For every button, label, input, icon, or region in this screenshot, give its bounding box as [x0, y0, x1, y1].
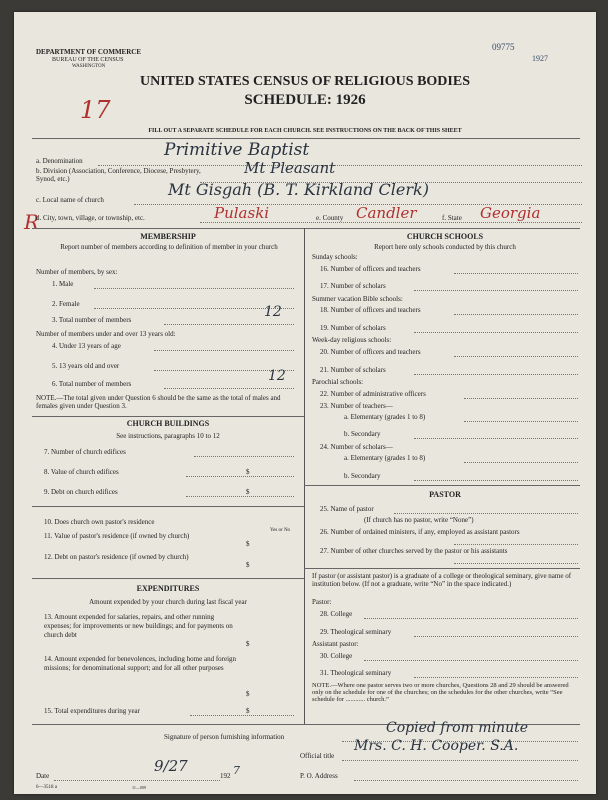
q11-dollar: $ [246, 540, 250, 548]
q17-label: 17. Number of scholars [320, 282, 386, 290]
q23a-label: a. Elementary (grades 1 to 8) [344, 413, 426, 421]
q7-label: 7. Number of church edifices [44, 448, 126, 456]
q15-label: 15. Total expenditures during year [44, 707, 140, 715]
schools-sub: Report here only schools conducted by this church [374, 243, 516, 251]
q14-dollar: $ [246, 690, 250, 698]
summer-label: Summer vacation Bible schools: [312, 295, 403, 303]
q5-label: 5. 13 years old and over [52, 362, 120, 370]
date-year-print: 192 [220, 772, 231, 780]
pastor-title: PASTOR [429, 490, 461, 499]
buildings-title: CHURCH BUILDINGS [126, 419, 210, 428]
q23b-label: b. Secondary [344, 430, 381, 438]
q13-label: 13. Amount expended for salaries, repairs, and other running expenses; for improvements or new buildings; and for payments on church debt [44, 613, 233, 639]
q8-dollar: $ [246, 468, 250, 476]
membership-intro: Report number of members according to definition of member in your church [60, 243, 278, 251]
q25-label: 25. Name of pastor [320, 505, 374, 513]
q13-dollar: $ [246, 640, 250, 648]
q29-label: 29. Theological seminary [320, 628, 392, 636]
q6-value: 12 [268, 368, 286, 384]
q23-label: 23. Number of teachers— [320, 402, 393, 410]
q8-label: 8. Value of church edifices [44, 468, 119, 476]
dept-label: DEPARTMENT OF COMMERCE [36, 48, 142, 56]
q31-label: 31. Theological seminary [320, 669, 392, 677]
local-name-label: c. Local name of church [36, 196, 104, 204]
print-number: 11—009 [132, 785, 146, 790]
signature-label: Signature of person furnishing information [164, 733, 285, 741]
county-label: e. County [316, 214, 344, 222]
q6-label: 6. Total number of members [52, 380, 132, 388]
q22-label: 22. Number of administrative officers [320, 390, 426, 398]
q9-dollar: $ [246, 488, 250, 496]
q18-label: 18. Number of officers and teachers [320, 306, 421, 314]
q3-value: 12 [264, 304, 282, 320]
city-town-label: d. City, town, village, or township, etc. [36, 214, 145, 222]
margin-letter: R [24, 210, 40, 234]
q10-label: 10. Does church own pastor's residence [44, 518, 155, 526]
parochial-label: Parochial schools: [312, 378, 364, 386]
local-name-value: Mt Gisgah (B. T. Kirkland Clerk) [168, 180, 429, 199]
asst-pastor-label: Assistant pastor: [312, 640, 359, 648]
q12-label: 12. Debt on pastor's residence (if owned by church) [44, 553, 189, 561]
expenditures-title: EXPENDITURES [136, 584, 200, 593]
pastor-note: NOTE.—Where one pastor serves two or more churches, Questions 28 and 29 should be answered only on the schedule for one of the churches; on the schedules for the other churches, write “See schedule for ............ church.” [312, 682, 569, 703]
q12-dollar: $ [246, 561, 250, 569]
bureau-label: BUREAU OF THE CENSUS [52, 57, 124, 63]
q24b-label: b. Secondary [344, 472, 381, 480]
state-value: Georgia [480, 204, 541, 222]
q3-label: 3. Total number of members [52, 316, 132, 324]
form-number: 6—3518 a [36, 785, 57, 790]
denomination-value: Primitive Baptist [164, 140, 310, 160]
membership-note: NOTE.—The total given under Question 6 should be the same as the total of males and females given under Question 3. [36, 394, 281, 410]
state-label: f. State [442, 214, 462, 222]
schools-title: CHURCH SCHOOLS [406, 232, 484, 241]
date-value: 9/27 [154, 757, 188, 775]
census-form [14, 12, 596, 794]
q9-label: 9. Debt on church edifices [44, 488, 118, 496]
q24a-label: a. Elementary (grades 1 to 8) [344, 454, 426, 462]
q30-label: 30. College [320, 652, 353, 660]
buildings-sub: See instructions, paragraphs 10 to 12 [116, 432, 220, 440]
county-value: Candler [356, 204, 417, 222]
form-title: UNITED STATES CENSUS OF RELIGIOUS BODIES [139, 74, 470, 89]
by-sex-label: Number of members, by sex: [36, 268, 118, 276]
po-address-label: P. O. Address [300, 772, 338, 780]
grad-note: If pastor (or assistant pastor) is a graduate of a college or theological seminary, give name of institution below. (If not a graduate, write “No” in the space indicated.) [312, 572, 572, 588]
q21-label: 21. Number of scholars [320, 366, 386, 374]
denomination-label: a. Denomination [36, 157, 83, 165]
q16-label: 16. Number of officers and teachers [320, 265, 421, 273]
q25-note: (If church has no pastor, write “None”) [364, 516, 474, 524]
q19-label: 19. Number of scholars [320, 324, 386, 332]
year-stamp: 1927 [532, 54, 548, 63]
expenditures-sub: Amount expended by your church during last fiscal year [89, 598, 247, 606]
q20-label: 20. Number of officers and teachers [320, 348, 421, 356]
weekday-label: Week-day religious schools: [312, 336, 392, 344]
form-subtitle: SCHEDULE: 1926 [244, 92, 366, 108]
q28-label: 28. College [320, 610, 353, 618]
date-year-handwritten: 7 [233, 764, 240, 777]
division-value: Mt Pleasant [244, 159, 336, 177]
serial-number: 09775 [492, 42, 515, 52]
fill-instruction: FILL OUT A SEPARATE SCHEDULE FOR EACH CHURCH. SEE INSTRUCTIONS ON THE BACK OF THIS SHEET [148, 128, 462, 134]
date-label: Date [36, 772, 50, 780]
q24-label: 24. Number of scholars— [320, 443, 393, 451]
signature-value: Copied from minute [386, 720, 529, 736]
official-title-label: Official title [300, 752, 335, 760]
q26-label: 26. Number of ordained ministers, if any, employed as assistant pastors [320, 528, 520, 536]
by-age-label: Number of members under and over 13 years old: [36, 330, 176, 338]
q14-label: 14. Amount expended for benevolences, including home and foreign missions; for denominational support; and for all other purposes [44, 655, 237, 672]
q4-label: 4. Under 13 years of age [52, 342, 121, 350]
q1-label: 1. Male [52, 280, 74, 288]
city-label: WASHINGTON [72, 64, 106, 69]
q11-label: 11. Value of pastor's residence (if owned by church) [44, 532, 190, 540]
division-label: b. Division (Association, Conference, Diocese, Presbytery, Synod, etc.) [36, 167, 201, 183]
pastor-sub-label: Pastor: [312, 598, 332, 606]
yes-no-hint: Yes or No [270, 528, 291, 533]
q2-label: 2. Female [52, 300, 80, 308]
margin-number: 17 [80, 96, 111, 124]
q15-dollar: $ [246, 707, 250, 715]
official-title-value: Mrs. C. H. Cooper. S.A. [354, 738, 519, 754]
sunday-label: Sunday schools: [312, 253, 358, 261]
q27-label: 27. Number of other churches served by the pastor or his assistants [320, 547, 508, 555]
membership-title: MEMBERSHIP [140, 232, 196, 241]
city-value: Pulaski [214, 204, 270, 222]
